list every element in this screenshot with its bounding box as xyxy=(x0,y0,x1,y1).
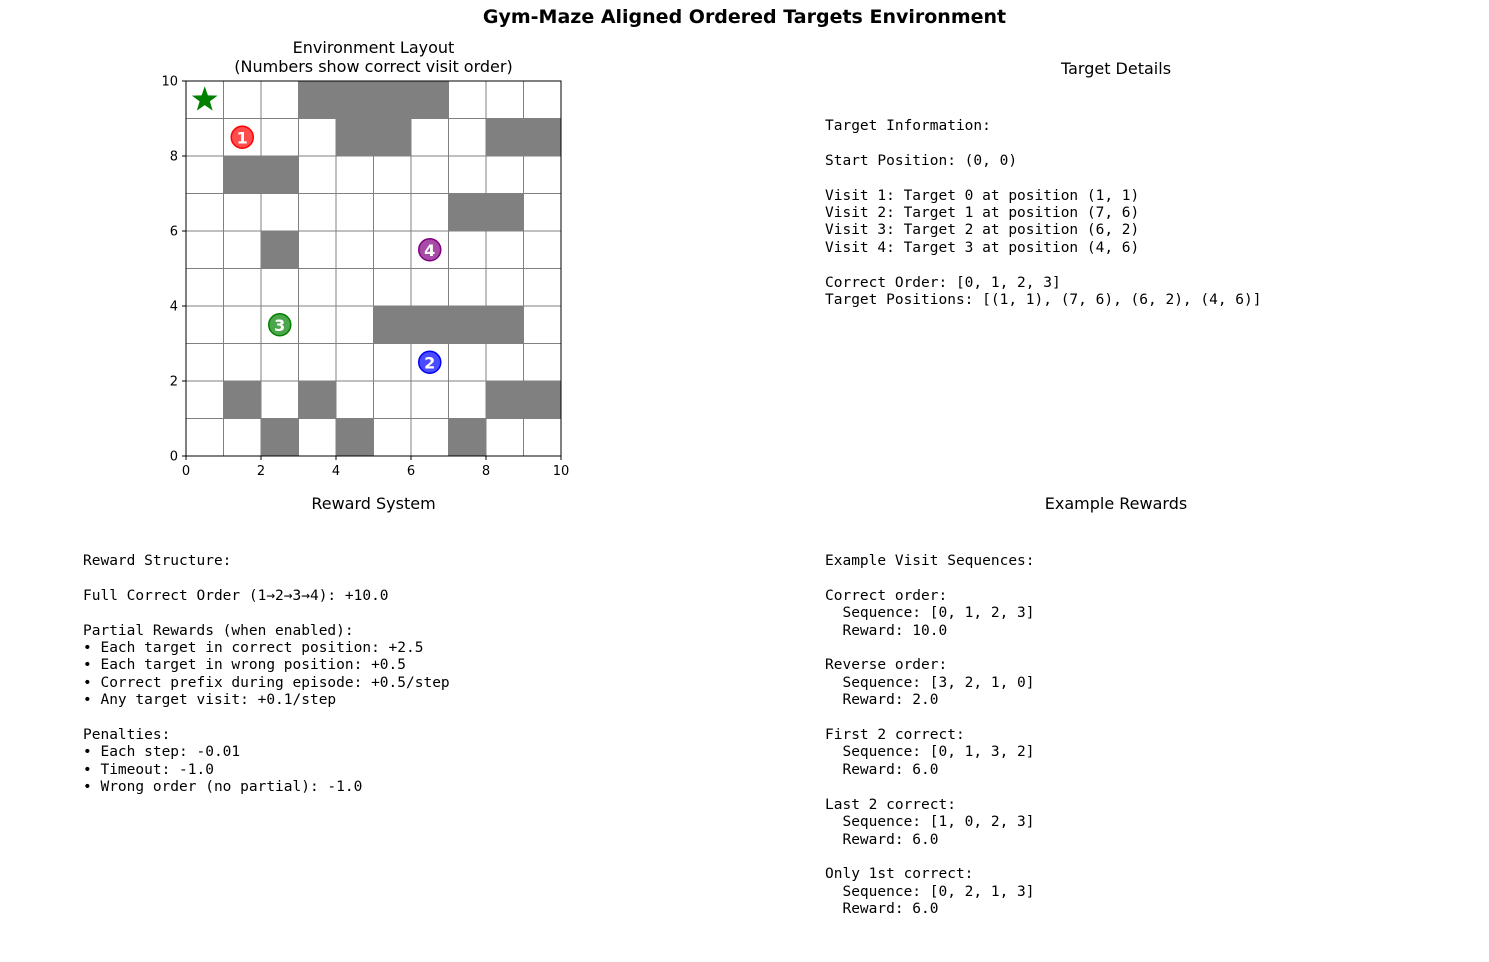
wall-cell xyxy=(449,194,487,232)
target-details-text: Target Information: Start Position: (0, 0) Visit 1: Target 0 at position (1, 1) Visit 2: Target 1 at position (7, 6) Visit 3: Target 2 at position (6, 2) Visit 4: Target 3 at position (4, 6) Correct Order: [0, 1, 2, 3] Target Positions: [(1, 1), (7, 6), (6, 2), (4, 6)] xyxy=(825,118,1262,309)
wall-cell xyxy=(486,381,524,419)
environment-title: Environment Layout xyxy=(292,38,455,57)
wall-cell xyxy=(374,306,412,344)
x-tick-label: 6 xyxy=(406,464,416,479)
wall-cell xyxy=(224,381,262,419)
wall-cell xyxy=(299,81,337,119)
wall-cell xyxy=(486,194,524,232)
reward-system-text: Reward Structure: Full Correct Order (1→2→3→4): +10.0 Partial Rewards (when enabled): • Each target in correct position: +2.5 • Each target in wrong position: +0.5 • Correct prefix during episode: +0.5/step • Any target visit: +0.1/step Penalties: • Each step: -0.01 • Timeout: -1.0 • Wrong order (no partial): -1.0 xyxy=(83,553,450,796)
wall-cell xyxy=(411,81,449,119)
wall-cell xyxy=(336,419,374,457)
wall-cell xyxy=(374,81,412,119)
wall-cell xyxy=(486,119,524,157)
y-tick-label: 6 xyxy=(169,224,178,240)
wall-cell xyxy=(411,306,449,344)
figure-title: Gym-Maze Aligned Ordered Targets Environment xyxy=(482,6,1007,28)
y-tick-label: 2 xyxy=(169,374,178,390)
wall-cell xyxy=(336,81,374,119)
wall-cell xyxy=(449,419,487,457)
environment-grid-chart xyxy=(140,70,590,485)
target-marker xyxy=(269,314,291,336)
start-star-icon xyxy=(192,86,218,110)
x-tick-label: 2 xyxy=(256,464,266,479)
target-order-label: 1 xyxy=(236,128,248,148)
wall-cell xyxy=(449,306,487,344)
y-tick-label: 8 xyxy=(169,149,178,165)
x-tick-label: 4 xyxy=(331,464,341,479)
wall-cell xyxy=(261,156,299,194)
reward-system-title: Reward System xyxy=(311,494,436,513)
y-tick-label: 4 xyxy=(169,299,178,315)
x-tick-label: 10 xyxy=(552,464,570,479)
target-order-label: 2 xyxy=(424,353,436,373)
wall-cell xyxy=(261,419,299,457)
wall-cell xyxy=(299,381,337,419)
wall-cell xyxy=(336,119,374,157)
target-marker xyxy=(419,239,441,261)
wall-cell xyxy=(524,381,562,419)
wall-cell xyxy=(486,306,524,344)
environment-subtitle: (Numbers show correct visit order) xyxy=(234,57,513,76)
wall-cell xyxy=(374,119,412,157)
target-order-label: 3 xyxy=(274,315,286,335)
y-tick-label: 0 xyxy=(169,449,178,465)
wall-cell xyxy=(224,156,262,194)
target-marker xyxy=(231,126,253,148)
x-tick-label: 0 xyxy=(181,464,191,479)
target-order-label: 4 xyxy=(424,240,436,260)
wall-cell xyxy=(261,231,299,269)
wall-cell xyxy=(524,119,562,157)
y-tick-label: 10 xyxy=(161,74,178,90)
target-details-title: Target Details xyxy=(1060,59,1172,78)
example-rewards-text: Example Visit Sequences: Correct order: Sequence: [0, 1, 2, 3] Reward: 10.0 Reverse order: Sequence: [3, 2, 1, 0] Reward: 2.0 First 2 correct: Sequence: [0, 1, 3, 2] Reward: 6.0 Last 2 correct: Sequence: [1, 0, 2, 3] Reward: 6.0 Only 1st correct: Sequence: [0, 2, 1, 3] Reward: 6.0 xyxy=(825,553,1035,918)
x-tick-label: 8 xyxy=(481,464,491,479)
example-rewards-title: Example Rewards xyxy=(1044,494,1188,513)
target-marker xyxy=(419,351,441,373)
